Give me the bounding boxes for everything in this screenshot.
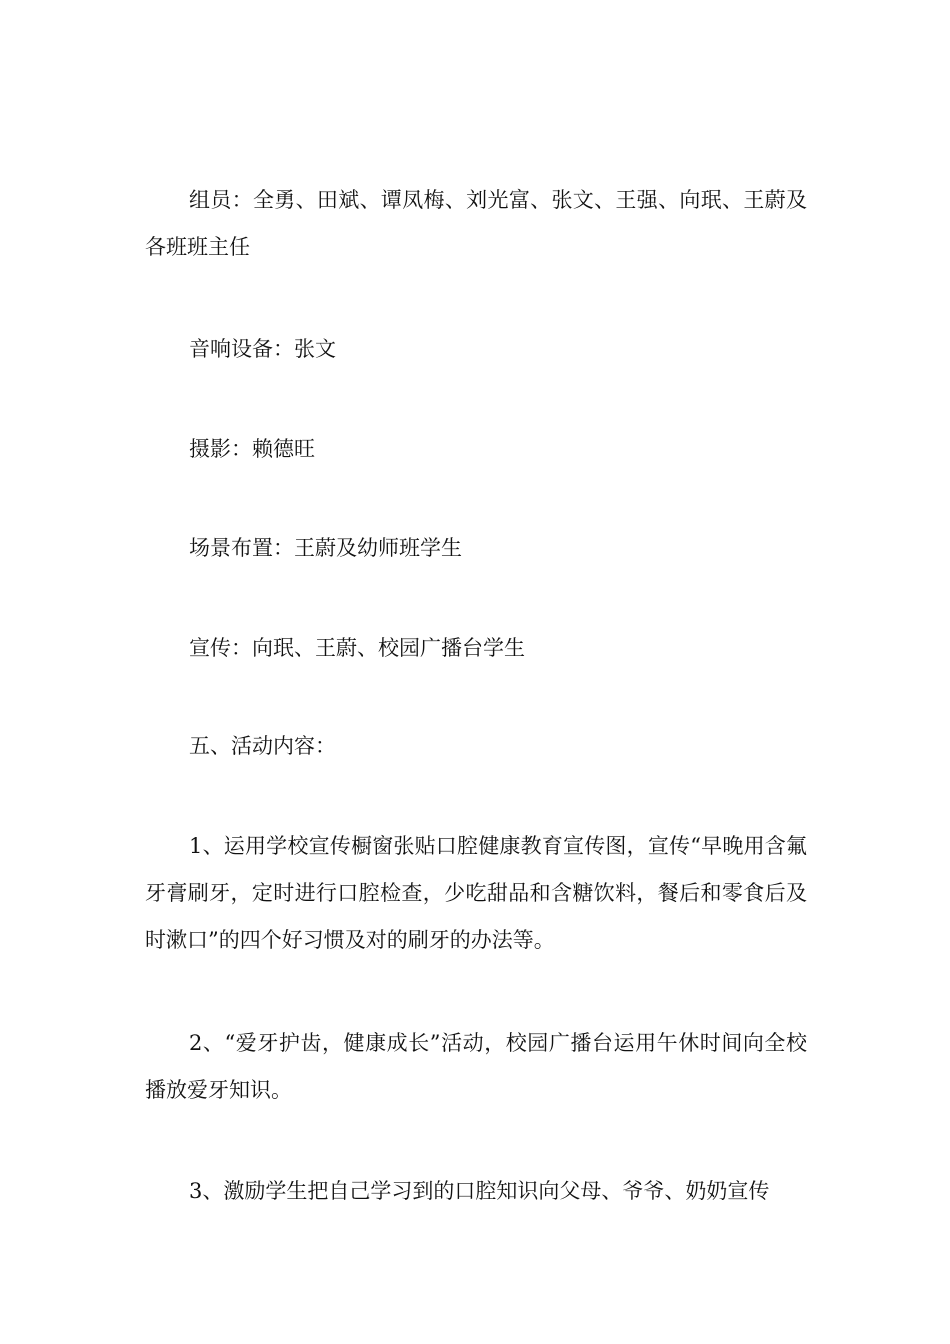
paragraph-item-2: 2、“爱牙护齿，健康成长”活动，校园广播台运用午休时间向全校播放爱牙知识。 [145,1031,807,1102]
paragraph-photography: 摄影：赖德旺 [189,437,315,461]
paragraph-audio-equipment: 音响设备：张文 [189,337,336,361]
paragraph-publicity: 宣传：向珉、王蔚、校园广播台学生 [189,636,525,660]
paragraph-item-3: 3、激励学生把自己学习到的口腔知识向父母、爷爷、奶奶宣传 [189,1179,770,1203]
paragraph-scene-setup: 场景布置：王蔚及幼师班学生 [189,536,462,560]
paragraph-item-1: 1、运用学校宣传橱窗张贴口腔健康教育宣传图，宣传“早晚用含氟牙膏刷牙，定时进行口腔检查，少吃甜品和含糖饮料，餐后和零食后及时漱口”的四个好习惯及对的刷牙的办法等。 [145,834,807,952]
paragraph-team-members: 组员：全勇、田斌、谭凤梅、刘光富、张文、王强、向珉、王蔚及各班班主任 [145,188,807,259]
section-heading-activity-content: 五、活动内容： [189,734,336,758]
